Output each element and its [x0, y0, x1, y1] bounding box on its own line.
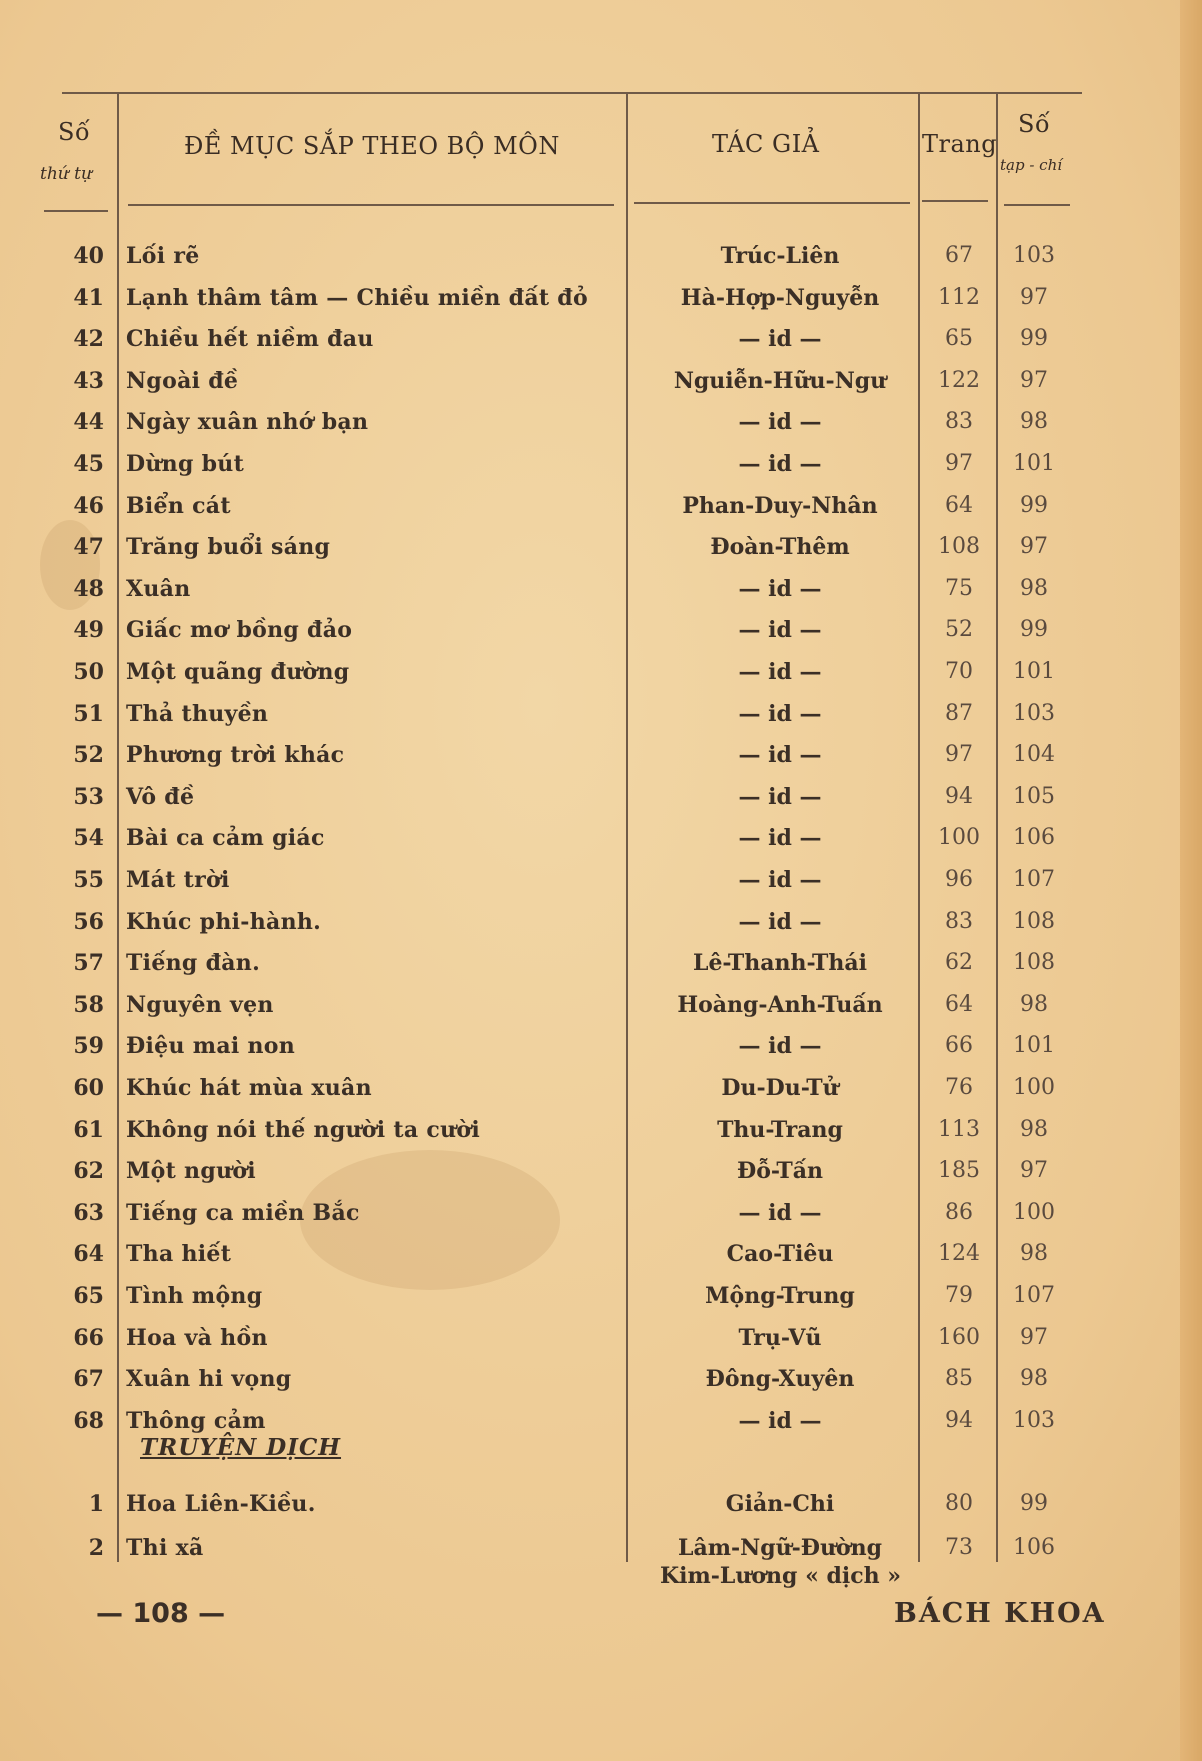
header-underline [44, 210, 108, 212]
table-row [0, 652, 1202, 692]
entry-title: Tình mộng [126, 1283, 263, 1309]
entry-issue: 100 [1013, 1075, 1055, 1100]
entry-title: Một người [126, 1158, 256, 1185]
header-so: Số [58, 118, 91, 146]
entry-number: 63 [73, 1199, 104, 1226]
entry-author: — id — [738, 451, 822, 477]
table-row [0, 1151, 1202, 1191]
table-row [0, 444, 1202, 484]
entry-title: Tiếng đàn. [126, 950, 261, 977]
entry-title: Tiếng ca miền Bắc [126, 1199, 360, 1226]
entry-number: 2 [88, 1535, 104, 1561]
entry-author: Lê-Thanh-Thái [692, 950, 868, 977]
entry-page: 62 [945, 950, 973, 976]
entry-author: Hà-Hợp-Nguyễn [680, 284, 880, 311]
entry-number: 59 [73, 1033, 104, 1060]
entry-author: Du-Du-Tử [721, 1075, 839, 1101]
entry-issue: 99 [1020, 492, 1048, 518]
entry-number: 46 [73, 492, 104, 519]
entry-title: Ngoài đề [126, 367, 239, 394]
entry-issue: 98 [1020, 409, 1048, 435]
entry-number: 67 [73, 1366, 104, 1393]
entry-author: — id — [738, 1199, 822, 1226]
entry-title: Hoa Liên-Kiều. [126, 1491, 316, 1517]
entry-page: 113 [938, 1116, 980, 1142]
entry-page: 73 [945, 1535, 973, 1560]
entry-number: 51 [73, 700, 104, 727]
entry-page: 97 [945, 451, 973, 476]
entry-author: — id — [738, 1033, 822, 1060]
entry-page: 79 [945, 1283, 973, 1308]
entry-title: Tha hiết [126, 1241, 232, 1268]
entry-page: 185 [938, 1158, 980, 1184]
entry-author: — id — [738, 700, 822, 727]
entry-number: 52 [73, 742, 104, 769]
entry-page: 100 [938, 825, 980, 851]
table-row [0, 1359, 1202, 1399]
entry-number: 64 [73, 1241, 104, 1268]
entry-author: Mộng-Trung [705, 1283, 855, 1309]
entry-page: 108 [938, 534, 980, 560]
entry-number: 54 [73, 825, 104, 852]
entry-author: — id — [738, 825, 822, 852]
entry-issue: 103 [1013, 243, 1055, 268]
table-row [0, 1234, 1202, 1274]
translated-row [0, 1484, 1202, 1524]
table-row [0, 486, 1202, 526]
entry-title: Thả thuyền [126, 700, 269, 727]
entry-issue: 99 [1020, 1491, 1048, 1516]
entry-number: 53 [73, 783, 104, 810]
entry-issue: 101 [1013, 659, 1055, 684]
entry-issue: 97 [1020, 1158, 1048, 1184]
table-row [0, 569, 1202, 609]
entry-page: 97 [945, 742, 973, 768]
table-row [0, 1026, 1202, 1066]
header-underline [1004, 204, 1070, 206]
entry-number: 47 [73, 534, 104, 561]
translator-credit: Kim-Lương « dịch » [660, 1563, 902, 1589]
entry-number: 57 [73, 950, 104, 977]
entry-title: Thi xã [126, 1535, 204, 1561]
entry-issue: 107 [1013, 867, 1055, 892]
header-underline [922, 200, 988, 202]
entry-author: — id — [738, 908, 822, 935]
header-issue-so: Số [1018, 110, 1051, 138]
entry-title: Lối rẽ [126, 243, 200, 269]
table-row [0, 1193, 1202, 1233]
entry-author: — id — [738, 867, 822, 893]
entry-author: Phan-Duy-Nhân [682, 492, 878, 519]
entry-title: Thông cảm [126, 1407, 266, 1434]
entry-issue: 98 [1020, 1241, 1048, 1267]
header-underline [128, 204, 614, 206]
entry-author: — id — [738, 409, 822, 436]
entry-author: Đông-Xuyên [705, 1366, 855, 1393]
section-title: TRUYỆN DỊCH [140, 1434, 342, 1461]
entry-number: 66 [73, 1324, 104, 1351]
entry-page: 124 [938, 1241, 980, 1267]
entry-page: 112 [938, 284, 980, 310]
table-row [0, 527, 1202, 567]
entry-title: Nguyên vẹn [126, 991, 274, 1018]
entry-number: 65 [73, 1283, 104, 1309]
table-row [0, 319, 1202, 359]
entry-page: 52 [945, 617, 973, 643]
entry-author: — id — [738, 1407, 822, 1434]
translated-row [0, 1528, 1202, 1568]
entry-issue: 97 [1020, 534, 1048, 560]
entry-title: Phương trời khác [126, 742, 345, 769]
table-row [0, 694, 1202, 734]
entry-author: Lâm-Ngữ-Đường [677, 1535, 883, 1561]
table-row [0, 902, 1202, 942]
entry-page: 75 [945, 575, 973, 601]
entry-number: 50 [73, 659, 104, 685]
entry-issue: 99 [1020, 617, 1048, 643]
entry-number: 55 [73, 867, 104, 893]
entry-issue: 98 [1020, 575, 1048, 601]
entry-author: — id — [738, 742, 822, 769]
entry-title: Một quãng đường [126, 659, 350, 685]
entry-title: Điệu mai non [126, 1033, 296, 1060]
entry-issue: 105 [1013, 783, 1055, 809]
entry-page: 76 [945, 1075, 973, 1100]
entry-number: 68 [73, 1407, 104, 1434]
entry-title: Biển cát [126, 492, 231, 519]
entry-author: Giản-Chi [725, 1491, 835, 1517]
entry-page: 70 [945, 659, 973, 684]
entry-number: 56 [73, 908, 104, 935]
entry-title: Hoa và hồn [126, 1324, 268, 1351]
entry-title: Xuân hi vọng [126, 1366, 292, 1393]
entry-issue: 98 [1020, 991, 1048, 1017]
entry-page: 83 [945, 409, 973, 435]
table-row [0, 402, 1202, 442]
entry-issue: 106 [1013, 1535, 1055, 1560]
table-row [0, 610, 1202, 650]
entry-issue: 108 [1013, 950, 1055, 976]
entry-issue: 98 [1020, 1366, 1048, 1392]
entry-number: 61 [73, 1116, 104, 1143]
entry-author: — id — [738, 783, 822, 810]
table-top-rule [62, 92, 1082, 94]
entry-title: Khúc hát mùa xuân [126, 1075, 372, 1101]
entry-page: 64 [945, 492, 973, 518]
entry-number: 48 [73, 575, 104, 602]
entry-page: 80 [945, 1491, 973, 1516]
entry-issue: 106 [1013, 825, 1055, 851]
entry-number: 43 [73, 367, 104, 394]
entry-issue: 101 [1013, 451, 1055, 476]
entry-title: Vô đề [126, 783, 195, 810]
entry-author: Hoàng-Anh-Tuấn [677, 991, 883, 1018]
entry-issue: 107 [1013, 1283, 1055, 1308]
table-row [0, 943, 1202, 983]
entry-number: 49 [73, 617, 104, 644]
table-row [0, 1068, 1202, 1108]
entry-number: 58 [73, 991, 104, 1018]
entry-author: Nguiễn-Hữu-Ngư [673, 367, 887, 394]
table-row [0, 985, 1202, 1025]
table-row [0, 818, 1202, 858]
entry-title: Dừng bút [126, 451, 245, 477]
entry-number: 40 [73, 243, 104, 269]
entry-title: Trăng buổi sáng [126, 534, 331, 561]
entry-issue: 103 [1013, 700, 1055, 726]
header-page-column: Trang [922, 130, 998, 158]
header-thu-tu: thứ tự [40, 164, 92, 184]
entry-issue: 97 [1020, 367, 1048, 393]
entry-title: Ngày xuân nhớ bạn [126, 409, 369, 436]
header-underline [634, 202, 910, 204]
entry-title: Không nói thế người ta cười [126, 1116, 480, 1143]
header-title-column: ĐỀ MỤC SẮP THEO BỘ MÔN [184, 132, 560, 160]
entry-issue: 97 [1020, 1324, 1048, 1350]
entry-author: Cao-Tiêu [726, 1241, 834, 1268]
entry-page: 122 [938, 367, 980, 393]
entry-number: 44 [73, 409, 104, 436]
entry-author: — id — [738, 326, 822, 353]
entry-author: — id — [738, 575, 822, 602]
entry-page: 96 [945, 867, 973, 892]
entry-title: Chiều hết niềm đau [126, 326, 374, 353]
header-author-column: TÁC GIẢ [712, 130, 820, 158]
entry-title: Xuân [126, 575, 191, 602]
entry-page: 83 [945, 908, 973, 934]
entry-title: Khúc phi-hành. [126, 908, 322, 935]
entry-author: Trúc-Liên [720, 243, 840, 269]
entry-page: 87 [945, 700, 973, 726]
table-row [0, 777, 1202, 817]
entry-issue: 98 [1020, 1116, 1048, 1142]
table-row [0, 860, 1202, 900]
table-row [0, 1276, 1202, 1316]
entry-author: Thu-Trang [717, 1116, 843, 1143]
table-row [0, 236, 1202, 276]
entry-issue: 99 [1020, 326, 1048, 352]
entry-issue: 97 [1020, 284, 1048, 310]
magazine-name: BÁCH KHOA [894, 1598, 1106, 1629]
entry-page: 64 [945, 991, 973, 1017]
entry-page: 94 [945, 783, 973, 809]
entry-number: 60 [73, 1075, 104, 1101]
entry-author: — id — [738, 617, 822, 644]
entry-author: Đỗ-Tấn [736, 1158, 823, 1185]
table-row [0, 1110, 1202, 1150]
page-number: — 108 — [96, 1598, 226, 1629]
entry-issue: 108 [1013, 908, 1055, 934]
entry-title: Giấc mơ bồng đảo [126, 617, 353, 644]
entry-number: 42 [73, 326, 104, 353]
entry-page: 160 [938, 1324, 980, 1350]
entry-title: Lạnh thâm tâm — Chiều miền đất đỏ [126, 284, 588, 311]
entry-number: 1 [88, 1491, 104, 1517]
entry-author: Trụ-Vũ [738, 1324, 822, 1351]
entry-page: 85 [945, 1366, 973, 1392]
table-row [0, 278, 1202, 318]
entry-author: — id — [738, 659, 822, 685]
entry-title: Mát trời [126, 867, 230, 893]
entry-page: 65 [945, 326, 973, 352]
header-issue-tap-chi: tạp - chí [1000, 156, 1063, 174]
entry-issue: 104 [1013, 742, 1055, 768]
entry-author: Đoàn-Thêm [710, 534, 850, 561]
entry-issue: 103 [1013, 1407, 1055, 1433]
entry-page: 67 [945, 243, 973, 268]
entry-issue: 100 [1013, 1199, 1055, 1225]
entry-number: 41 [73, 284, 104, 311]
table-row [0, 361, 1202, 401]
entry-number: 62 [73, 1158, 104, 1185]
table-row [0, 1318, 1202, 1358]
table-row [0, 735, 1202, 775]
entry-page: 86 [945, 1199, 973, 1225]
entry-number: 45 [73, 451, 104, 477]
entry-page: 66 [945, 1033, 973, 1059]
entry-issue: 101 [1013, 1033, 1055, 1059]
entry-title: Bài ca cảm giác [126, 825, 325, 852]
entry-page: 94 [945, 1407, 973, 1433]
